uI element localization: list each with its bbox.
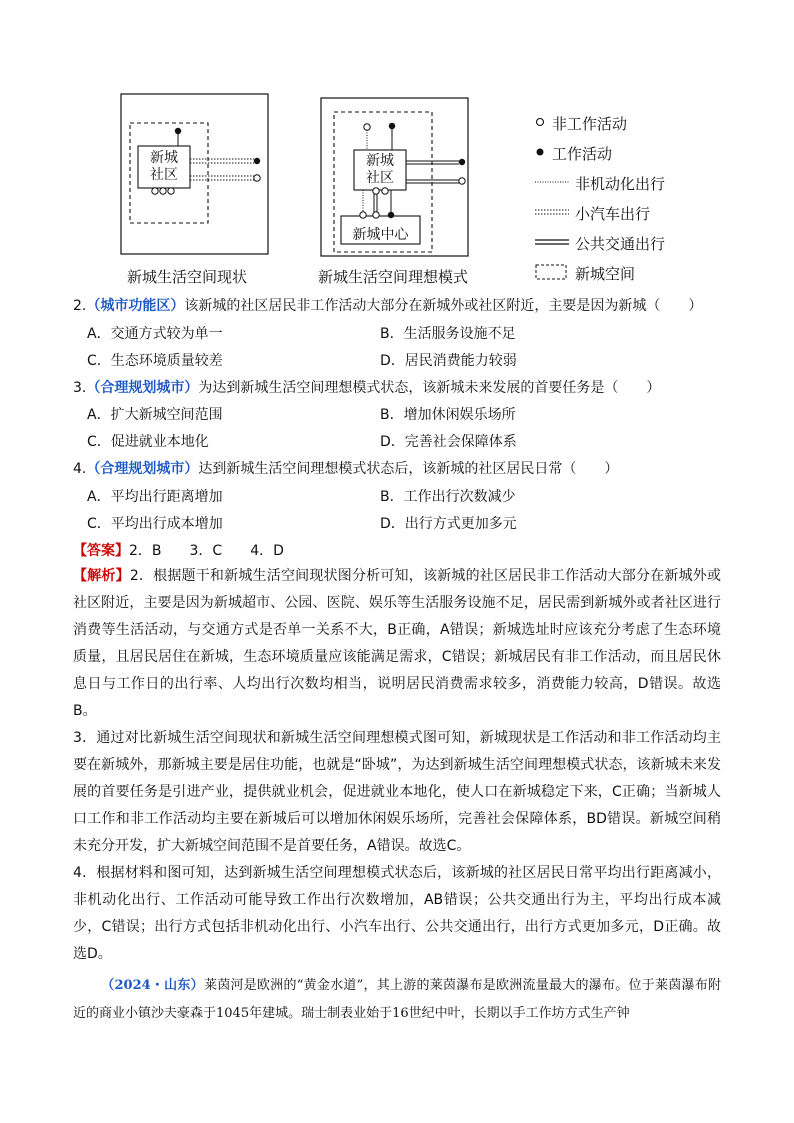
question-3-option-a: A．扩大新城空间范围 [87, 407, 223, 423]
non-work-activity-circle [168, 188, 174, 194]
non-work-activity-circle [382, 188, 388, 194]
question-4-option-a: A．平均出行距离增加 [87, 489, 223, 505]
figure-caption-ideal: 新城生活空间理想模式 [318, 268, 469, 286]
community-label: 新城 社区 [366, 153, 394, 186]
material-paragraph: （2024・山东）莱茵河是欧洲的“黄金水道”，其上游的莱茵瀑布是欧洲流量最大的瀑布。位于莱茵瀑布附近的商业小镇沙夫豪森于1045年建城。瑞士制表业始于16世纪中叶，长期以手工作坊方式生产钟 [73, 978, 721, 1021]
community-label: 新城 社区 [150, 150, 178, 183]
work-activity-dot [389, 123, 395, 129]
answer-text: 2．B 3．C 4．D [129, 543, 284, 559]
question-3-option-d: D．完善社会保障体系 [380, 434, 517, 450]
question-tag: （城市功能区） [86, 298, 185, 314]
question-2-option-a: A．交通方式较为单一 [87, 326, 223, 342]
question-4-option-b: B．工作出行次数减少 [380, 489, 516, 505]
non-work-activity-circle [254, 175, 260, 181]
answer-line [73, 540, 284, 560]
work-activity-dot [388, 212, 394, 218]
analysis-paragraph-4: 4．根据材料和图可知，达到新城生活空间理想模式状态后，该新城的社区居民日常平均出行距离减小，非机动化出行、工作活动可能导致工作出行次数增加，AB错误；公共交通出行为主，平均出行成本减少，C错误；出行方式包括非机动化出行、小汽车出行、公共交通出行，出行方式更加多元，D正确。故选D。 [73, 865, 721, 962]
new-city-center-label: 新城中心 [352, 227, 409, 243]
analysis-paragraph-3: 3．通过对比新城生活空间现状和新城生活空间理想模式图可知，新城现状是工作活动和非工作活动均主要在新城外，那新城主要是居住功能，也就是“卧城”，为达到新城生活空间理想模式状态，该新城未来发展的首要任务是引进产业，提供就业机会，促进就业本地化，使人口在新城稳定下来，C正确；当新城人口工作和非工作活动均主要在新城后可以增加休闲娱乐场所，完善社会保障体系，BD错误。新城空间稍未充分开发，扩大新城空间范围不是首要任务，A错误。故选C。 [73, 730, 721, 854]
legend-label: 新城空间 [575, 265, 636, 283]
work-activity-dot [254, 158, 260, 164]
question-3-option-c: C．促进就业本地化 [87, 434, 209, 450]
non-work-activity-circle [152, 188, 158, 194]
double-line-icon [535, 232, 571, 254]
dashed-box-icon [535, 262, 571, 284]
question-2-stem: 2.（城市功能区）该新城的社区居民非工作活动大部分在新城外或社区附近，主要是因为新城（ ） [73, 298, 703, 314]
figure-current-status [0, 88, 794, 288]
non-work-activity-circle [459, 178, 465, 184]
material-source: （2024・山东） [101, 978, 204, 993]
dotted-line-icon [535, 172, 571, 194]
non-work-activity-circle [360, 212, 366, 218]
non-work-activity-circle [373, 188, 379, 194]
dense-dashed-line-icon [535, 202, 571, 224]
legend-label: 非机动化出行 [575, 175, 666, 193]
question-4-option-c: C．平均出行成本增加 [87, 516, 223, 532]
legend-label: 小汽车出行 [575, 205, 651, 223]
question-tag: （合理规划城市） [86, 461, 199, 477]
work-activity-dot [175, 128, 181, 134]
figure-caption-current: 新城生活空间现状 [127, 268, 248, 286]
question-tag: （合理规划城市） [86, 380, 199, 396]
question-4-stem: 4.（合理规划城市）达到新城生活空间理想模式状态后，该新城的社区居民日常（ ） [73, 461, 619, 477]
answer-label: 【答案】 [73, 543, 129, 559]
analysis-paragraph-2: 【解析】2．根据题干和新城生活空间现状图分析可知，该新城的社区居民非工作活动大部分在新城外或社区附近，主要是因为新城超市、公园、医院、娱乐等生活服务设施不足，居民需到新城外或者社区进行消费等生活活动，与交通方式是否单一关系不大，B正确，A错误；新城选址时应该充分考虑了生态环境质量，且居民居住在新城，生态环境质量应该能满足需求，C错误；新城居民有非工作活动，而且居民休息日与工作日的出行率、人均出行次数均相当，说明居民消费需求较多，消费能力较高，D错误。故选B。 [73, 568, 722, 719]
legend-label: 工作活动 [552, 145, 613, 163]
legend-label: 公共交通出行 [575, 235, 666, 253]
legend-label: 非工作活动 [552, 115, 628, 133]
question-2-option-b: B．生活服务设施不足 [380, 326, 516, 342]
non-work-activity-circle [160, 188, 166, 194]
question-4-option-d: D．出行方式更加多元 [380, 516, 517, 532]
analysis-label: 【解析】 [73, 568, 130, 584]
question-3-option-b: B．增加休闲娱乐场所 [380, 407, 516, 423]
non-work-activity-circle [364, 124, 370, 130]
figure-area [0, 88, 794, 288]
question-2-option-c: C．生态环境质量较差 [87, 353, 223, 369]
question-2-option-d: D．居民消费能力较弱 [380, 353, 517, 369]
non-work-activity-circle [373, 212, 379, 218]
question-3-stem: 3.（合理规划城市）为达到新城生活空间理想模式状态，该新城未来发展的首要任务是（ ） [73, 380, 661, 396]
work-activity-dot [459, 159, 465, 165]
